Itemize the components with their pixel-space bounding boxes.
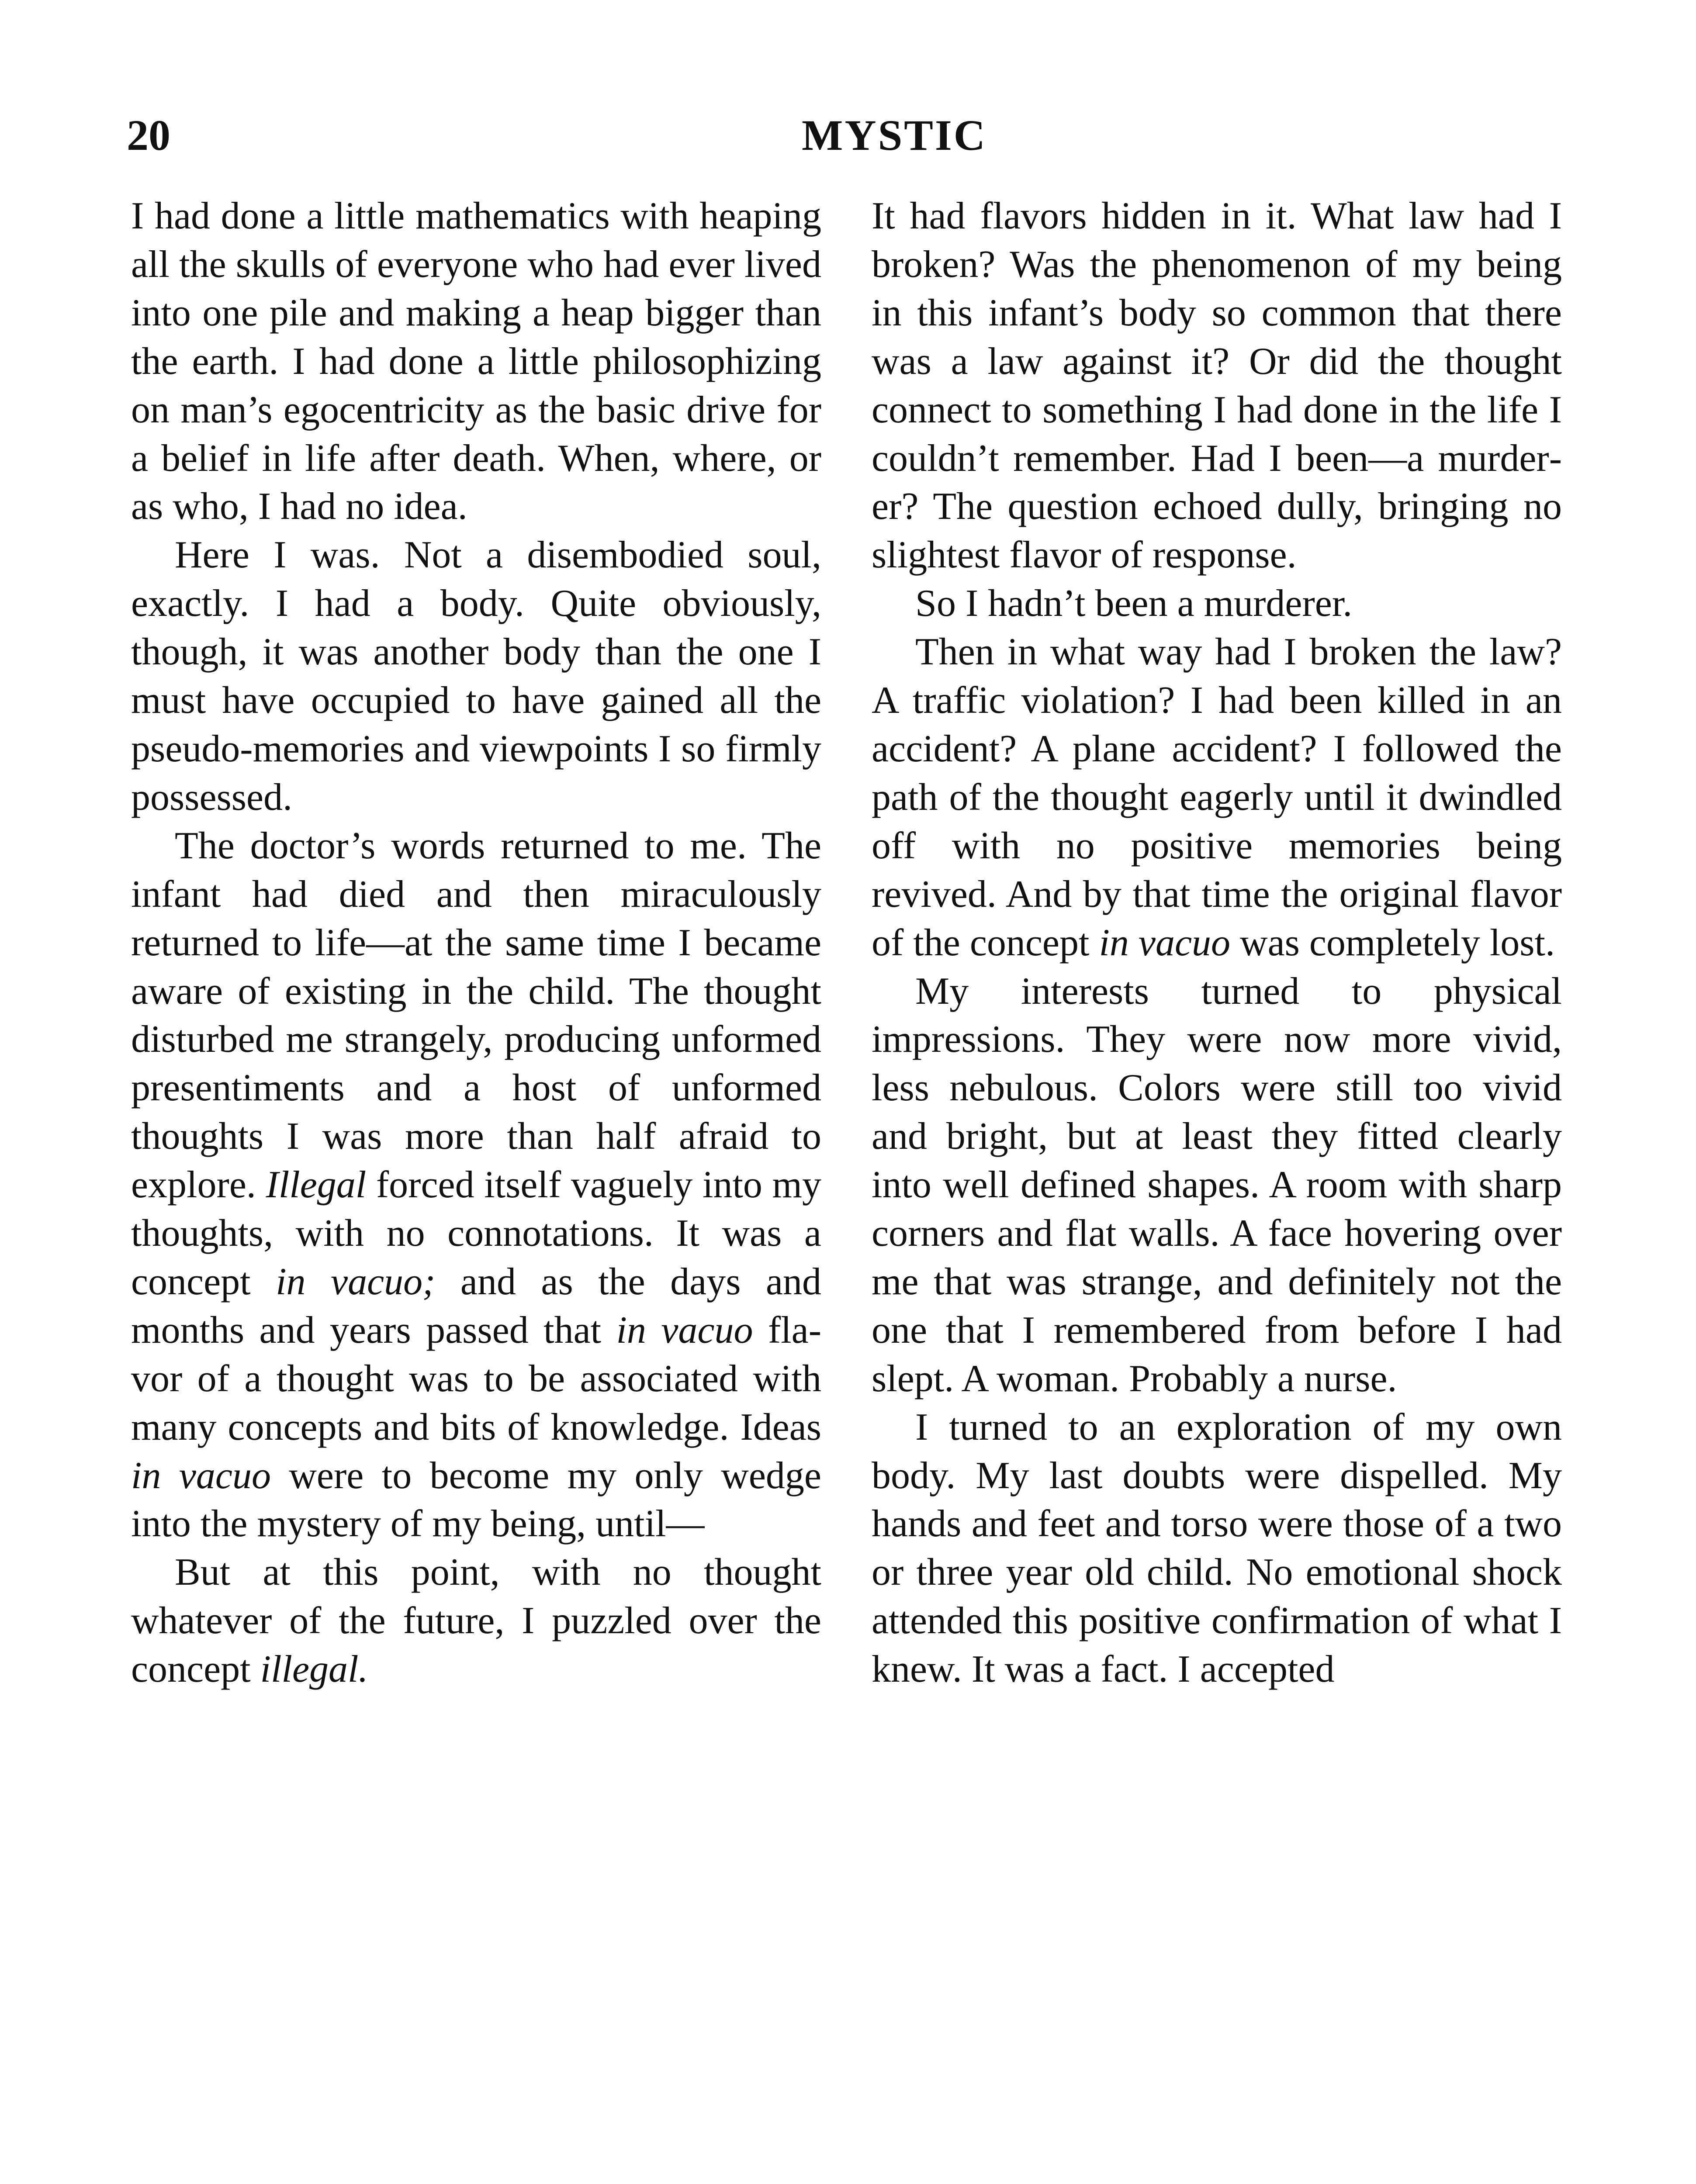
right-text-column (872, 192, 1562, 1694)
page-number: 20 (127, 111, 170, 159)
text-run: forced itself vaguely into my thoughts, with no connotations. It was a concept (131, 1164, 821, 1303)
text-run: Then in what way had I broken the law? A traffic violation? I had been killed in an accident? A plane accident? I followed the path of the thought eagerly until it dwindled off with no positive memories being revived. And by that time the original flavor of the concept (872, 631, 1562, 964)
paragraph: Here I was. Not a disembodied soul, exactly. I had a body. Quite obviously, though, it was another body than the one I must have occupied to have gained all the pseudo-memories and viewpoints I so firmly possessed. (131, 534, 821, 819)
text-run: and as the days and months and years passed that (131, 1260, 822, 1351)
text-run: flavor of a thought was to be associated with many concepts and bits of knowledge. Ideas (131, 1309, 822, 1448)
paragraph: So I hadn’t been a murderer. (915, 582, 1353, 625)
text-run: was completely lost. (1230, 921, 1555, 964)
paragraph (131, 1548, 821, 1694)
italic-text: in vacuo (131, 1454, 271, 1497)
paragraph: My interests turned to physical impressions. They were now more vivid, less nebulous. Colors were still too vivid and bright, but at least they fitted clearly into well defined shapes. A room with sharp corners and flat walls. A face hovering over me that was strange, and definitely not the one that I remembered from before I had slept. A woman. Probably a nurse. (872, 970, 1562, 1400)
page-header (127, 100, 1573, 170)
paragraph: I had done a little mathematics with heaping all the skulls of everyone who had ever lived into one pile and making a heap bigger than the earth. I had done a little philosophizing on man’s egocentricity as the basic drive for a belief in life after death. When, where, or as who, I had no idea. (131, 195, 821, 528)
italic-text: in vacuo (1099, 921, 1231, 964)
text-run: The doctor’s words returned to me. The infant had died and then miraculously returned to life—at the same time I became aware of existing in the child. The thought disturbed me strangely, producing unformed presentiments and a host of unformed thoughts I was more than half afraid to explore. (131, 824, 821, 1206)
italic-text: Illegal (266, 1164, 367, 1206)
paragraph (872, 628, 1562, 967)
italic-text: illegal. (260, 1648, 368, 1691)
running-title: MYSTIC (801, 111, 987, 159)
text-run: But at this point, with no thought whatever of the future, I puzzled over the concept (131, 1551, 821, 1691)
italic-text: in vacuo; (276, 1260, 436, 1303)
text-run: were to become my only wedge into the mystery of my being, until— (131, 1454, 821, 1545)
paragraph (131, 822, 821, 1549)
paragraph: It had flavors hidden in it. What law had I broken? Was the phenomenon of my being in this infant’s body so common that there was a law against it? Or did the thought connect to something I had done in the life I couldn’t remember. Had I been—a murderer? The question echoed dully, bringing no slightest flavor of response. (872, 195, 1562, 577)
paragraph: I turned to an exploration of my own body. My last doubts were dispelled. My hands and feet and torso were those of a two or three year old child. No emotional shock attended this positive confirmation of what I knew. It was a fact. I accepted (872, 1406, 1562, 1691)
italic-text: in vacuo (616, 1309, 753, 1351)
left-text-column (131, 192, 821, 1694)
